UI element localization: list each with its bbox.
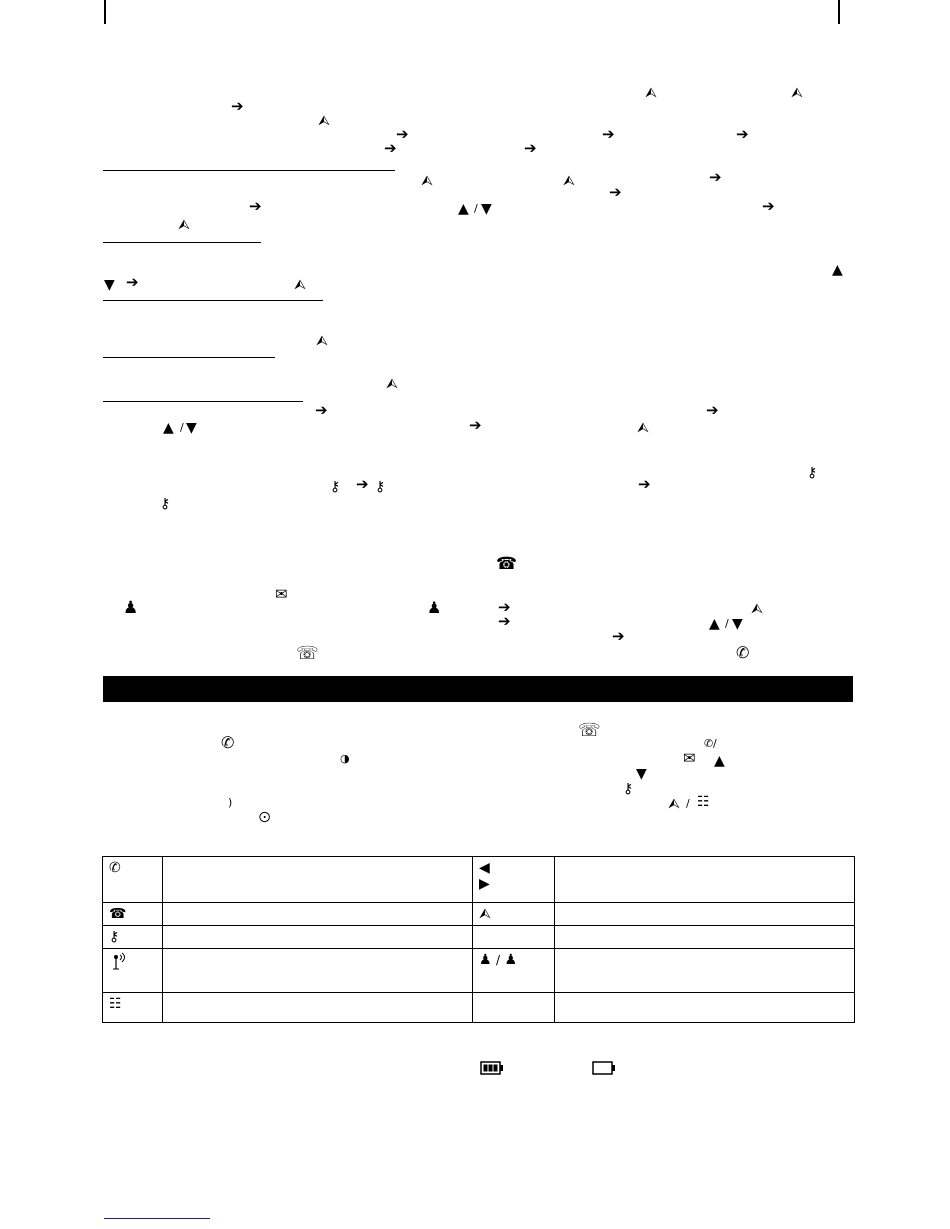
dot-icon: ◑ (340, 752, 350, 765)
ok-key-icon: ⮙ (178, 217, 190, 233)
phonebook-icon: ☷ (697, 794, 710, 810)
table-cell (163, 993, 473, 1023)
ringer-icon: ) (228, 796, 233, 809)
section-header-bar (103, 676, 853, 702)
arrow-icon: ➔ (396, 125, 409, 143)
arrow-icon: ➔ (249, 197, 262, 215)
desk-phone-icon: ☎ (496, 554, 518, 574)
up-arrow-icon: ▲ (458, 201, 469, 217)
table-cell (103, 949, 163, 993)
down-arrow-icon: ▼ (481, 201, 492, 217)
table-cell (555, 926, 855, 949)
battery-empty-icon (592, 1061, 616, 1075)
arrow-icon: ➔ (356, 475, 369, 493)
table-cell (103, 926, 163, 949)
arrow-icon: ➔ (638, 475, 651, 493)
table-cell (103, 993, 163, 1023)
arrow-icon: ➔ (524, 139, 537, 157)
separator-slash: / (725, 617, 729, 630)
right-edge-mark (838, 0, 840, 24)
ok-key-icon: ⮙ (751, 601, 763, 617)
table-row (103, 993, 855, 1023)
table-cell (473, 926, 555, 949)
handset-icon: ✆ (109, 860, 121, 876)
ok-key-icon: ⮙ (386, 376, 398, 392)
table-row (103, 949, 855, 993)
left-arrow-icon: ◀ (479, 860, 490, 876)
desk-phone-icon: ☎ (109, 906, 127, 922)
ok-key-icon: ⮙ (421, 173, 433, 189)
table-cell (473, 903, 555, 926)
right-arrow-icon: ▶ (479, 876, 490, 893)
table-cell (473, 949, 555, 993)
table-cell (163, 857, 473, 903)
up-arrow-icon: ▲ (832, 262, 843, 278)
arrow-icon: ➔ (762, 197, 775, 215)
separator-slash: / (180, 421, 184, 434)
footer-link-underline[interactable] (104, 1218, 210, 1219)
down-arrow-icon: ▼ (104, 277, 115, 293)
signal-icon (109, 952, 131, 972)
down-arrow-icon: ▼ (636, 766, 647, 782)
ok-key-icon: ⮙ (645, 85, 657, 101)
table-cell (555, 903, 855, 926)
phonebook-icon: ☷ (109, 996, 122, 1013)
ok-key-icon: ⮙ (316, 333, 328, 349)
table-cell (103, 857, 163, 903)
ok-key-icon: ⮙ (637, 420, 649, 436)
ok-key-icon: ⮙ (668, 796, 680, 812)
key-icon: ⚷ (375, 479, 386, 495)
call-person-icon: ♟ (123, 598, 139, 618)
table-cell (555, 949, 855, 993)
separator-slash: / (713, 737, 717, 750)
arrow-icon: ➔ (231, 97, 244, 115)
ok-key-icon: ⮙ (479, 906, 491, 922)
table-cell (555, 857, 855, 903)
arrow-icon: ➔ (469, 416, 482, 434)
down-arrow-icon: ▼ (732, 616, 743, 632)
arrow-icon: ➔ (315, 401, 328, 419)
key-icon: ⚷ (330, 479, 341, 495)
handset-icon: ✆ (736, 643, 750, 662)
arrow-icon: ➔ (706, 401, 719, 419)
handset-icon: ✆ (704, 737, 714, 750)
section-underline (103, 242, 261, 243)
table-row (103, 857, 855, 903)
arrow-icon: ➔ (709, 168, 722, 186)
key-icon: ⚷ (807, 465, 818, 481)
key-icon: ⚷ (623, 781, 634, 797)
table-cell (473, 857, 555, 903)
arrow-icon: ➔ (384, 139, 397, 157)
arrow-icon: ➔ (498, 598, 511, 616)
person-icon: ♟ (504, 952, 518, 969)
table-cell (473, 993, 555, 1023)
battery-full-icon (480, 1061, 504, 1075)
table-cell (163, 949, 473, 993)
table-row (103, 926, 855, 949)
separator-slash: / (474, 202, 478, 215)
ok-key-icon: ⮙ (563, 173, 575, 189)
key-icon: ⚷ (160, 496, 171, 512)
arrow-icon: ➔ (126, 273, 139, 291)
arrow-icon: ➔ (736, 125, 749, 143)
table-cell (555, 993, 855, 1023)
up-arrow-icon: ▲ (709, 616, 720, 632)
icon-legend-table (102, 856, 855, 1023)
table-cell (163, 926, 473, 949)
arrow-icon: ➔ (609, 183, 622, 201)
envelope-icon: ✉ (275, 585, 288, 603)
ok-key-icon: ⮙ (294, 277, 306, 293)
key-icon: ⚷ (109, 929, 120, 946)
up-arrow-icon: ▲ (714, 753, 725, 769)
section-underline (103, 300, 323, 301)
call-person-icon: ♟ (479, 952, 492, 969)
separator-slash: / (496, 953, 501, 968)
envelope-icon: ✉ (683, 749, 696, 767)
arrow-icon: ➔ (602, 125, 615, 143)
section-underline (103, 401, 303, 402)
down-arrow-icon: ▼ (186, 420, 197, 436)
section-underline (103, 357, 275, 358)
section-underline (103, 170, 395, 171)
ok-key-icon: ⮙ (791, 85, 803, 101)
arrow-icon: ➔ (498, 612, 511, 630)
hangup-icon: ☏ (578, 720, 601, 741)
separator-slash: / (686, 797, 690, 810)
left-edge-mark (104, 0, 106, 24)
handset-icon: ✆ (221, 733, 235, 752)
hangup-icon: ☏ (296, 643, 319, 664)
table-cell (103, 903, 163, 926)
up-arrow-icon: ▲ (163, 420, 174, 436)
table-row (103, 903, 855, 926)
signal-icon: ⨀ (259, 810, 270, 823)
ok-key-icon: ⮙ (318, 113, 330, 129)
table-cell (163, 903, 473, 926)
person-icon: ♟ (427, 598, 442, 617)
arrow-icon: ➔ (612, 627, 625, 645)
